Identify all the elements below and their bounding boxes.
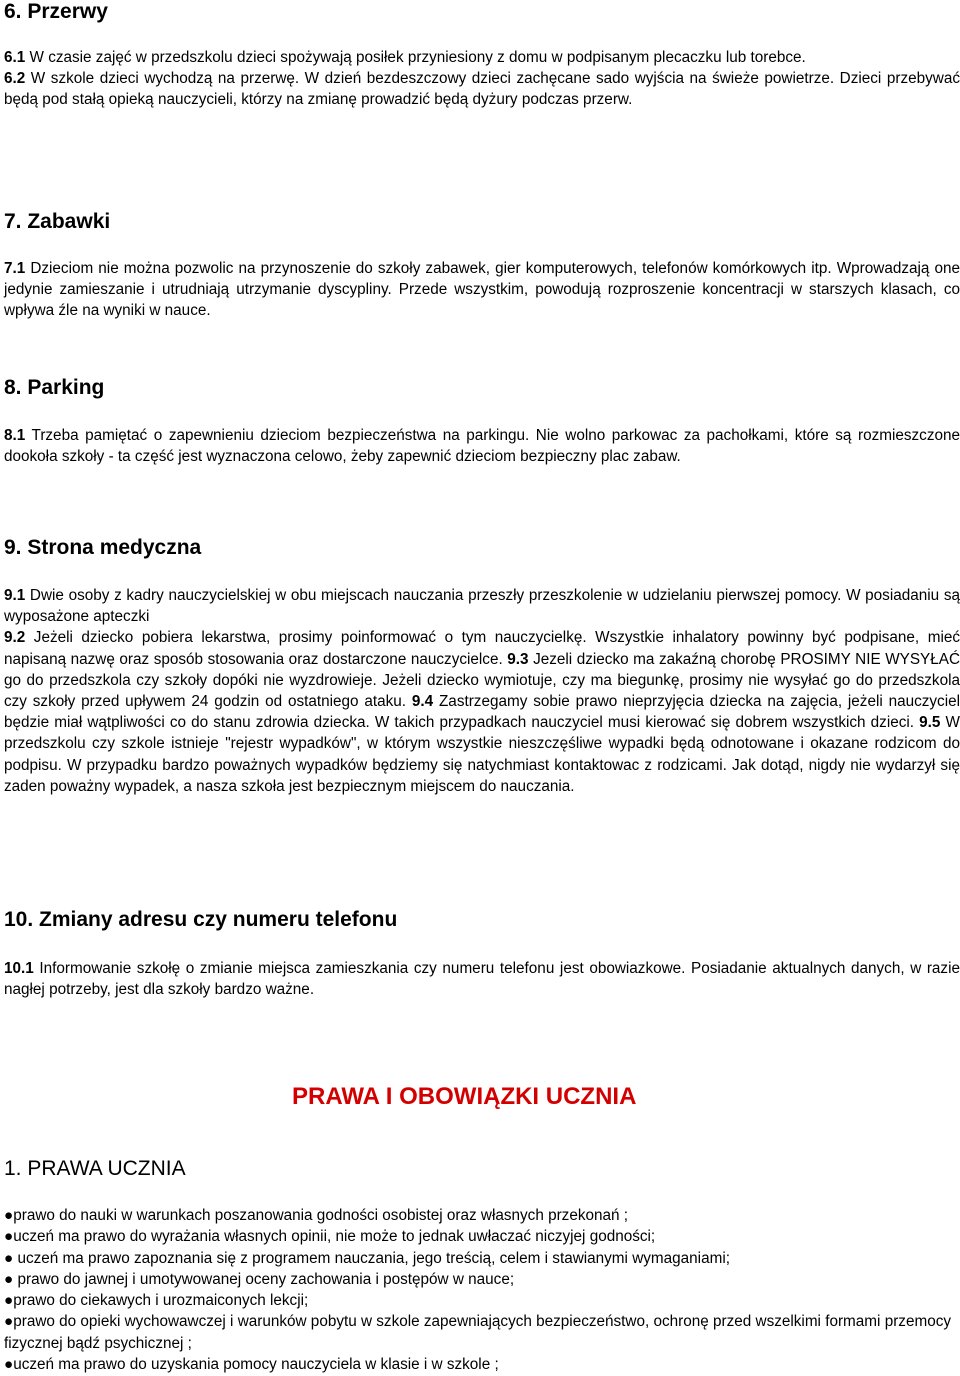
rights-title: PRAWA I OBOWIĄZKI UCZNIA xyxy=(292,1083,637,1110)
list-item: ●prawo do ciekawych i urozmaiconych lekcji; xyxy=(4,1292,309,1310)
rights-list xyxy=(4,1205,960,1375)
section-parking-body xyxy=(4,425,960,467)
section-medyczna-body xyxy=(4,585,960,797)
list-item: ●prawo do nauki w warunkach poszanowania godności osobistej oraz własnych przekonań ; xyxy=(4,1207,629,1224)
heading-prawa-ucznia: 1. PRAWA UCZNIA xyxy=(4,1157,186,1180)
paragraph-9-2: 9.2 Jeżeli dziecko pobiera lekarstwa, prosimy poinformować o tym nauczycielkę. Wszystkie inhalatory powinny być podpisane, mieć napisaną nazwę oraz sposób stosowania oraz dostarczone nauczycielce. xyxy=(4,629,960,668)
list-item: ● prawo do jawnej i umotywowanej oceny zachowania i postępów w nauce; xyxy=(4,1270,515,1288)
paragraph-7-1: 7.1 Dzieciom nie można pozwolic na przynoszenie do szkoły zabawek, gier komputerowych, telefonów komórkowych itp. Wprowadzają one jedynie zamieszanie i utrudniają utrzymanie dyscypliny. Przede wszystkim, powodują rozproszenie koncentracji w starszych klasach, co wpływa źle na wyniki w nauce. xyxy=(4,260,960,320)
list-item: ● uczeń ma prawo zapoznania się z programem nauczania, jego treścią, celem i stawianymi wymaganiami; xyxy=(4,1249,730,1267)
section-zabawki-body xyxy=(4,258,960,322)
paragraph-9-1: 9.1 Dwie osoby z kadry nauczycielskiej w obu miejscach nauczania przeszły przeszkolenie w udzielaniu pierwszej pomocy. W posiadaniu są wyposażone apteczki xyxy=(4,587,960,626)
heading-strona-medyczna: 9. Strona medyczna xyxy=(4,536,202,559)
heading-zmiany-adresu: 10. Zmiany adresu czy numeru telefonu xyxy=(4,908,398,931)
list-item: ●uczeń ma prawo do uzyskania pomocy nauczyciela w klasie i w szkole ; xyxy=(4,1356,499,1374)
paragraph-10-1: 10.1 Informowanie szkołę o zmianie miejsca zamieszkania czy numeru telefonu jest obowiazkowe. Posiadanie aktualnych danych, w razie nagłej potrzeby, jest dla szkoły bardzo ważne. xyxy=(4,960,960,999)
paragraph-8-1: 8.1 Trzeba pamiętać o zapewnieniu dzieciom bezpieczeństwa na parkingu. Nie wolno parkowac za pachołkami, które są rozmieszczone dookoła szkoły - ta część jest wyznaczona celowo, żeby zapewnić dzieciom bezpieczny plac zabaw. xyxy=(4,427,960,466)
paragraph-9-5: 9.5 W przedszkolu czy szkole istnieje "rejestr wypadków", w którym wszystkie nieszczęśliwe wypadki będą odnotowane i okazane rodzicom do podpisu. W przypadku bardzo poważnych wypadków będziemy się natychmiast kontaktowac z rodzicami. Jak dotąd, nigdy nie wydarzył się zaden poważny wypadek, a nasza szkoła jest bezpiecznym miejscem do nauczania. xyxy=(4,714,960,795)
heading-przerwy: 6. Przerwy xyxy=(4,0,108,23)
heading-parking: 8. Parking xyxy=(4,376,105,399)
heading-zabawki: 7. Zabawki xyxy=(4,210,111,233)
paragraph-9-4: 9.4 Zastrzegamy sobie prawo nieprzyjęcia dziecka na zajęcia, jeżeli nauczyciel będzie miał wątpliwości co do stanu zdrowia dziecka. W takich przypadkach nauczyciel musi kierować się dobrem wszystkich dzieci. xyxy=(4,693,960,732)
list-item: ●prawo do opieki wychowawczej i warunków pobytu w szkole zapewniających bezpieczeństwo, ochronę przed wszelkimi formami przemocy fizycznej bądź psychicznej ; xyxy=(4,1313,952,1352)
list-item: ●uczeń ma prawo do wyrażania własnych opinii, nie może to jednak uwłaczać niczyjej godności; xyxy=(4,1228,656,1246)
paragraph-9-3: 9.3 Jezeli dziecko ma zakaźną chorobę PROSIMY NIE WYSYŁAĆ go do przedszkola czy szkoły dopóki nie wyzdrowieje. Jeżeli dziecko wymiotuje, czy ma biegunkę, prosimy nie wysyłać go do przedszkola czy szkoły przed upływem 24 godzin od ostatniego ataku. xyxy=(4,650,960,711)
paragraph-6-1: 6.1 W czasie zajęć w przedszkolu dzieci spożywają posiłek przyniesiony z domu w podpisanym plecaczku lub torebce. xyxy=(4,49,806,66)
section-przerwy-body xyxy=(4,47,960,111)
paragraph-6-2: 6.2 W szkole dzieci wychodzą na przerwę. W dzień bezdeszczowy dzieci zachęcane sado wyjścia na świeże powietrze. Dzieci przebywać będą pod stałą opieką nauczycieli, którzy na zmianę prowadzić będą dyżury podczas przerw. xyxy=(4,70,960,109)
section-zmiany-body xyxy=(4,958,960,1000)
